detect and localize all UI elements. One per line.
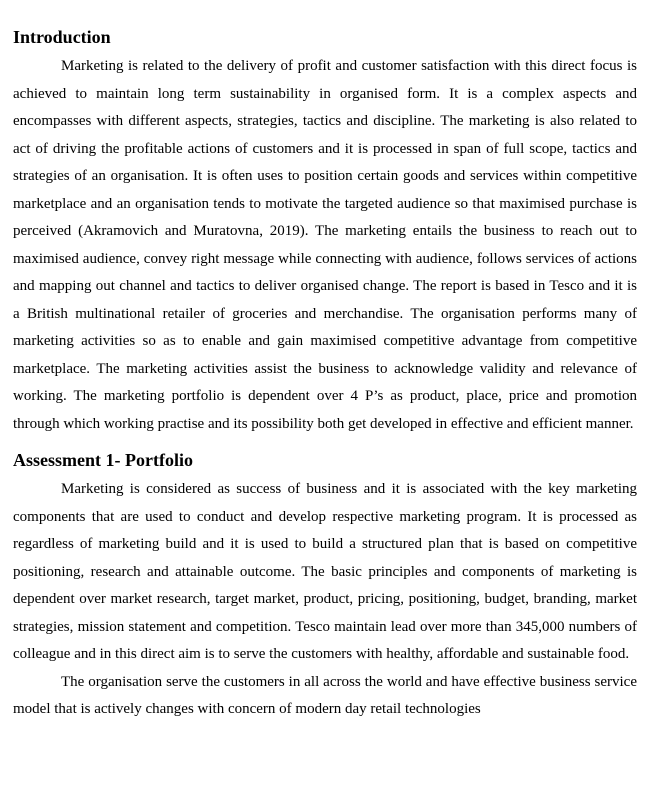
- portfolio-paragraph-2: The organisation serve the customers in all across the world and have effective business service model that is actively changes with concern of modern day retail technologies: [13, 673, 637, 717]
- portfolio-paragraph-1: Marketing is considered as success of business and it is associated with the key marketing components that are used to conduct and develop respective marketing program. It is processed as regardless of marketing build and it is used to build a structured plan that is based on competitive positioning, research and attainable outcome. The basic principles and components of marketing is dependent over market research, target market, product, pricing, positioning, budget, branding, market strategies, mission statement and competition. Tesco maintain lead over more than 345,000 numbers of colleague and in this direct aim is to serve the customers with healthy, affordable and sustainable food.: [13, 481, 637, 662]
- introduction-heading: Introduction: [13, 27, 111, 47]
- introduction-paragraph: Marketing is related to the delivery of profit and customer satisfaction with this direct focus is achieved to maintain long term sustainability in organised form. It is a complex aspects and encompasses with different aspects, strategies, tactics and discipline. The marketing is also related to act of driving the profitable actions of customers and it is processed in span of full scope, tactics and strategies of an organisation. It is often uses to position certain goods and services within competitive marketplace and an organisation tends to motivate the targeted audience so that maximised purchase is perceived (Akramovich and Muratovna, 2019). The marketing entails the business to reach out to maximised audience, convey right message while connecting with audience, follows services of actions and mapping out channel and tactics to deliver organised change. The report is based in Tesco and it is a British multinational retailer of groceries and merchandise. The organisation performs many of marketing activities so as to enable and gain maximised competitive advantage from competitive marketplace. The marketing activities assist the business to acknowledge validity and relevance of working. The marketing portfolio is dependent over 4 P’s as product, place, price and promotion through which working practise and its possibility both get developed in effective and efficient manner.: [13, 58, 637, 432]
- introduction-section: [13, 25, 637, 438]
- portfolio-section: [13, 448, 637, 724]
- portfolio-heading: Assessment 1- Portfolio: [13, 450, 193, 470]
